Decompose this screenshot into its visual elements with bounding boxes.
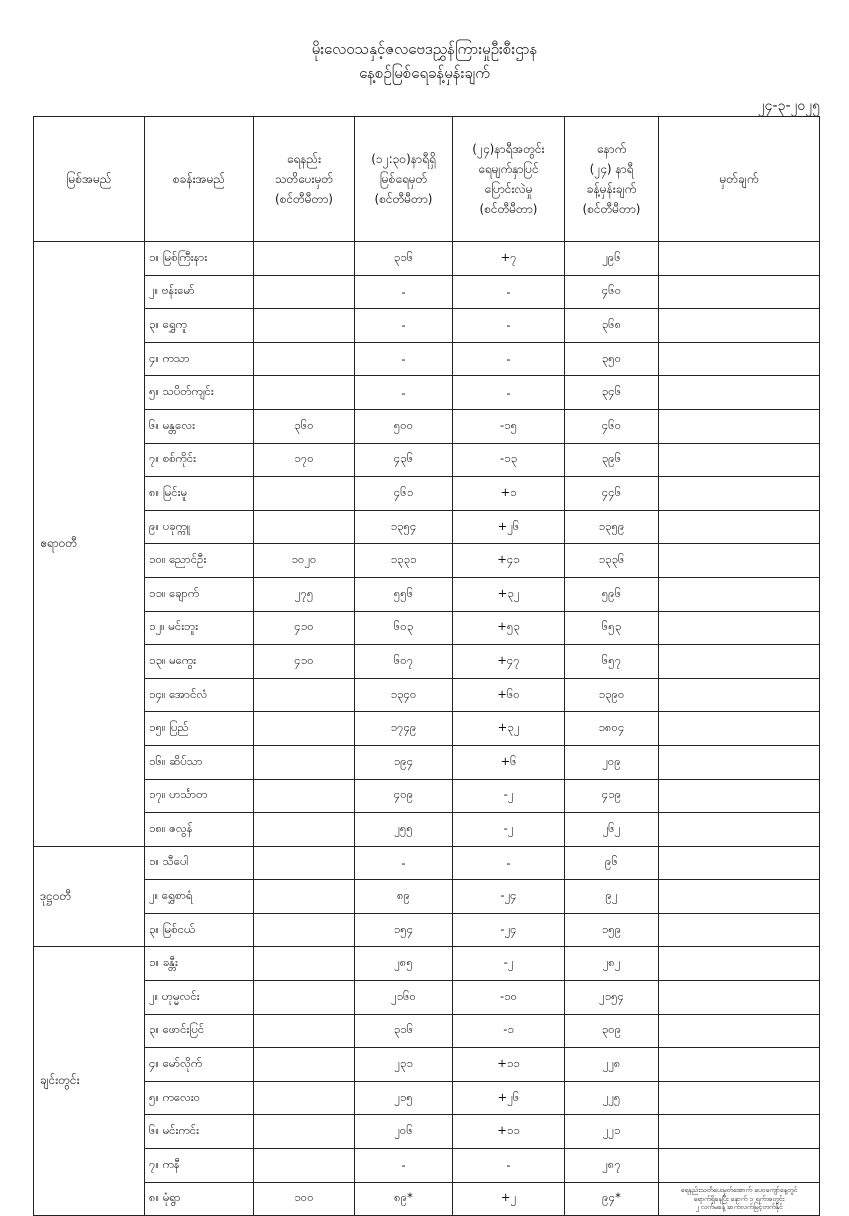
remark (659, 645, 820, 679)
forecast-level: ၄၄၆ (565, 477, 659, 511)
remark (659, 947, 820, 981)
level-change: - (453, 275, 565, 309)
level-change: +၃၂ (453, 577, 565, 611)
level-change: +၂၆ (453, 510, 565, 544)
level-change: -၂ (453, 813, 565, 847)
remark (659, 510, 820, 544)
station-name: ၁၄။ အောင်လံ (145, 678, 254, 712)
forecast-level: ၉၄* (565, 1182, 659, 1216)
remark (659, 712, 820, 746)
warning-level (254, 913, 355, 947)
current-level: ၂၁၅ (355, 1081, 453, 1115)
warning-level (254, 712, 355, 746)
col-station-name: စခန်းအမည် (145, 117, 254, 242)
station-name: ၁၅။ ပြည် (145, 712, 254, 746)
current-level: ၄၃၆ (355, 443, 453, 477)
table-row (34, 309, 820, 343)
forecast-level: ၂၈၇ (565, 1149, 659, 1183)
warning-level (254, 1048, 355, 1082)
current-level: ၄၀၉ (355, 779, 453, 813)
col-remarks: မှတ်ချက် (659, 117, 820, 242)
forecast-level: ၂၂၅ (565, 1081, 659, 1115)
current-level: ၄၆၁ (355, 477, 453, 511)
level-change: - (453, 376, 565, 410)
warning-level: ၁၇၀ (254, 443, 355, 477)
warning-level (254, 510, 355, 544)
level-change: +၄၇ (453, 645, 565, 679)
warning-level (254, 981, 355, 1015)
station-name: ၁၁။ ချောက် (145, 577, 254, 611)
forecast-level: ၃၆၈ (565, 309, 659, 343)
warning-level (254, 813, 355, 847)
report-date: ၂၄-၃-၂၀၂၅ (757, 98, 820, 114)
table-row (34, 1182, 820, 1216)
station-name: ၄။ ကသာ (145, 342, 254, 376)
river-forecast-table (33, 116, 820, 1216)
current-level: ၂၁၆၀ (355, 981, 453, 1015)
table-row (34, 712, 820, 746)
remark (659, 813, 820, 847)
table-row (34, 880, 820, 914)
table-row (34, 981, 820, 1015)
warning-level (254, 678, 355, 712)
remark (659, 981, 820, 1015)
table-row (34, 275, 820, 309)
river-name: ဧရာဝတီ (34, 242, 145, 847)
table-row (34, 1081, 820, 1115)
warning-level: ၄၁၀ (254, 611, 355, 645)
table-row (34, 544, 820, 578)
table-row (34, 577, 820, 611)
table-row (34, 1149, 820, 1183)
station-name: ၁၆။ ဆိပ်သာ (145, 745, 254, 779)
table-row (34, 1048, 820, 1082)
col-warning-level: ရေနည်း သတိပေးမှတ် (စင်တီမီတာ) (254, 117, 355, 242)
remark (659, 1149, 820, 1183)
forecast-level: ၂၀၉ (565, 745, 659, 779)
current-level: ၁၇၄၉ (355, 712, 453, 746)
station-name: ၁၂။ မင်းဘူး (145, 611, 254, 645)
remark (659, 880, 820, 914)
station-name: ၃။ ဖောင်းပြင် (145, 1014, 254, 1048)
station-name: ၄။ မော်လိုက် (145, 1048, 254, 1082)
table-header-row (34, 117, 820, 242)
level-change: +၂ (453, 1182, 565, 1216)
forecast-level: ၃၉၆ (565, 443, 659, 477)
level-change: -၂ (453, 947, 565, 981)
table-row (34, 779, 820, 813)
forecast-level: ၃၄၆ (565, 376, 659, 410)
forecast-level: ၂၁၅၄ (565, 981, 659, 1015)
table-row (34, 745, 820, 779)
col-current-level: (၁၂:၃၀)နာရီရှိ မြစ်ရေမှတ် (စင်တီမီတာ) (355, 117, 453, 242)
current-level: ၅၅၆ (355, 577, 453, 611)
remark (659, 1081, 820, 1115)
remark (659, 443, 820, 477)
station-name: ၁။ မြစ်ကြီးနား (145, 242, 254, 276)
station-name: ၂။ ဟုမ္မလင်း (145, 981, 254, 1015)
level-change: -၁၃ (453, 443, 565, 477)
warning-level (254, 1149, 355, 1183)
station-name: ၈။ မြင်းမူ (145, 477, 254, 511)
remark (659, 242, 820, 276)
forecast-level: ၁၃၉၀ (565, 678, 659, 712)
station-name: ၂။ ဗန်းမော် (145, 275, 254, 309)
current-level: - (355, 846, 453, 880)
remark (659, 342, 820, 376)
remark (659, 1014, 820, 1048)
warning-level (254, 342, 355, 376)
page-subtitle: နေ့စဉ်မြစ်ရေခန့်မှန်းချက် (359, 64, 490, 82)
current-level: ၂၃၁ (355, 1048, 453, 1082)
station-name: ၇။ စစ်ကိုင်း (145, 443, 254, 477)
level-change: +၂၆ (453, 1081, 565, 1115)
level-change: +၆၀ (453, 678, 565, 712)
current-level: ၂၀၆ (355, 1115, 453, 1149)
table-row (34, 678, 820, 712)
station-name: ၅။ သပိတ်ကျင်း (145, 376, 254, 410)
forecast-level: ၁၃၅၉ (565, 510, 659, 544)
current-level: ၁၃၄၀ (355, 678, 453, 712)
current-level: ၁၃၅၄ (355, 510, 453, 544)
forecast-level: ၄၁၉ (565, 779, 659, 813)
station-name: ၁။ သီပေါ (145, 846, 254, 880)
level-change: - (453, 342, 565, 376)
station-name: ၁၃။ မကွေး (145, 645, 254, 679)
current-level: ၂၈၅ (355, 947, 453, 981)
col-24h-change: (၂၄)နာရီအတွင်း ရေမျက်နှာပြင် ပြောင်းလဲမှု (စင်တီမီတာ) (453, 117, 565, 242)
level-change: +၁ (453, 477, 565, 511)
table-body (34, 242, 820, 1216)
station-name: ၁၇။ ဟင်္သာတ (145, 779, 254, 813)
current-level: ၆၀၃ (355, 611, 453, 645)
table-row (34, 342, 820, 376)
warning-level (254, 309, 355, 343)
forecast-level: ၂၆၂ (565, 813, 659, 847)
forecast-level: ၆၅၃ (565, 611, 659, 645)
current-level: ၂၅၅ (355, 813, 453, 847)
remark (659, 913, 820, 947)
col-24h-forecast: နောက် (၂၄) နာရီ ခန့်မှန်းချက် (စင်တီမီတာ) (565, 117, 659, 242)
station-name: ၁၈။ ဇလွန် (145, 813, 254, 847)
warning-level (254, 275, 355, 309)
current-level: ၅၀၀ (355, 409, 453, 443)
forecast-level: ၁၃၃၆ (565, 544, 659, 578)
current-level: - (355, 342, 453, 376)
warning-level (254, 376, 355, 410)
level-change: +၁၁ (453, 1115, 565, 1149)
station-name: ၁၀။ ညောင်ဦး (145, 544, 254, 578)
remark (659, 376, 820, 410)
table-row (34, 510, 820, 544)
level-change: +၇ (453, 242, 565, 276)
level-change: +၆ (453, 745, 565, 779)
warning-level (254, 1014, 355, 1048)
station-name: ၈။ မုံရွာ (145, 1182, 254, 1216)
level-change: -၁ (453, 1014, 565, 1048)
station-name: ၆။ မင်းကင်း (145, 1115, 254, 1149)
table-row (34, 1014, 820, 1048)
warning-level (254, 947, 355, 981)
station-name: ၃။ မြစ်ငယ် (145, 913, 254, 947)
forecast-level: ၃၅၀ (565, 342, 659, 376)
level-change: -၁၅ (453, 409, 565, 443)
forecast-level: ၅၉၆ (565, 577, 659, 611)
page-title: မိုးလေဝသနှင့်ဇလဗေဒညွှန်ကြားမှုဦးစီးဌာန (311, 40, 538, 58)
forecast-level: ၁၅၉ (565, 913, 659, 947)
level-change: - (453, 1149, 565, 1183)
current-level: - (355, 1149, 453, 1183)
table-row (34, 846, 820, 880)
level-change: -၂၄ (453, 913, 565, 947)
remark (659, 275, 820, 309)
river-name: ချင်းတွင်း (34, 947, 145, 1216)
current-level: - (355, 376, 453, 410)
forecast-level: ၄၆၀ (565, 409, 659, 443)
remark (659, 544, 820, 578)
table-row (34, 477, 820, 511)
warning-level (254, 745, 355, 779)
col-river-name: မြစ်အမည် (34, 117, 145, 242)
forecast-level: ၂၈၂ (565, 947, 659, 981)
remark (659, 611, 820, 645)
table-row (34, 409, 820, 443)
current-level: ၃၁၆ (355, 1014, 453, 1048)
remark (659, 409, 820, 443)
current-level: - (355, 309, 453, 343)
table-row (34, 443, 820, 477)
current-level: ၆၀၇ (355, 645, 453, 679)
level-change: +၁၁ (453, 1048, 565, 1082)
station-name: ၆။ မန္တလေး (145, 409, 254, 443)
forecast-level: ၂၂၁ (565, 1115, 659, 1149)
remark (659, 846, 820, 880)
warning-level (254, 846, 355, 880)
remark (659, 779, 820, 813)
current-level: ၈၉ (355, 880, 453, 914)
station-name: ၉။ ပခုက္ကူ (145, 510, 254, 544)
level-change: +၅၃ (453, 611, 565, 645)
table-row (34, 645, 820, 679)
forecast-level: ၉၂ (565, 880, 659, 914)
table-row (34, 1115, 820, 1149)
level-change: - (453, 309, 565, 343)
remark (659, 577, 820, 611)
current-level: ၁၃၃၁ (355, 544, 453, 578)
table-row (34, 913, 820, 947)
current-level: ၃၁၆ (355, 242, 453, 276)
forecast-level: ၂၉၆ (565, 242, 659, 276)
station-name: ၁။ ခန္တီး (145, 947, 254, 981)
level-change: -၁၀ (453, 981, 565, 1015)
table-row (34, 947, 820, 981)
level-change: -၂ (453, 779, 565, 813)
forecast-level: ၁၈၀၄ (565, 712, 659, 746)
table-row (34, 242, 820, 276)
warning-level: ၃၆၀ (254, 409, 355, 443)
warning-level: ၁၀၂၀ (254, 544, 355, 578)
level-change: +၃၂ (453, 712, 565, 746)
current-level: ၁၉၄ (355, 745, 453, 779)
remark: ရေနည်းသတိပေးမှတ်အောက် ပေ၀ကျော်နေ့တွင် ရောက်ရှိနေပြီး နောက် ၁ ရက်အတွင်း ၂ လက်မခန့် ဆက်လက်မြင့်တက်နိုင် (659, 1182, 820, 1216)
station-name: ၅။ ကလေးဝ (145, 1081, 254, 1115)
table-row (34, 611, 820, 645)
remark (659, 1048, 820, 1082)
station-name: ၇။ ကနီ (145, 1149, 254, 1183)
remark (659, 678, 820, 712)
warning-level (254, 779, 355, 813)
forecast-level: ၃၀၉ (565, 1014, 659, 1048)
remark (659, 745, 820, 779)
warning-level (254, 1081, 355, 1115)
forecast-level: ၂၂၈ (565, 1048, 659, 1082)
forecast-level: ၆၅၇ (565, 645, 659, 679)
warning-level (254, 1115, 355, 1149)
level-change: -၂၄ (453, 880, 565, 914)
table-row (34, 813, 820, 847)
warning-level: ၄၁၀ (254, 645, 355, 679)
warning-level (254, 880, 355, 914)
warning-level (254, 242, 355, 276)
warning-level: ၂၇၅ (254, 577, 355, 611)
river-name: ဒုဋ္ဌဝတီ (34, 846, 145, 947)
remark (659, 309, 820, 343)
warning-level (254, 477, 355, 511)
level-change: - (453, 846, 565, 880)
current-level: - (355, 275, 453, 309)
forecast-level: ၉၆ (565, 846, 659, 880)
level-change: +၄၁ (453, 544, 565, 578)
remark (659, 1115, 820, 1149)
current-level: ၈၉* (355, 1182, 453, 1216)
table-row (34, 376, 820, 410)
station-name: ၂။ ရွှေစာရံ (145, 880, 254, 914)
current-level: ၁၅၄ (355, 913, 453, 947)
station-name: ၃။ ရွှေကူ (145, 309, 254, 343)
remark (659, 477, 820, 511)
forecast-level: ၄၆၀ (565, 275, 659, 309)
warning-level: ၁၀၀ (254, 1182, 355, 1216)
